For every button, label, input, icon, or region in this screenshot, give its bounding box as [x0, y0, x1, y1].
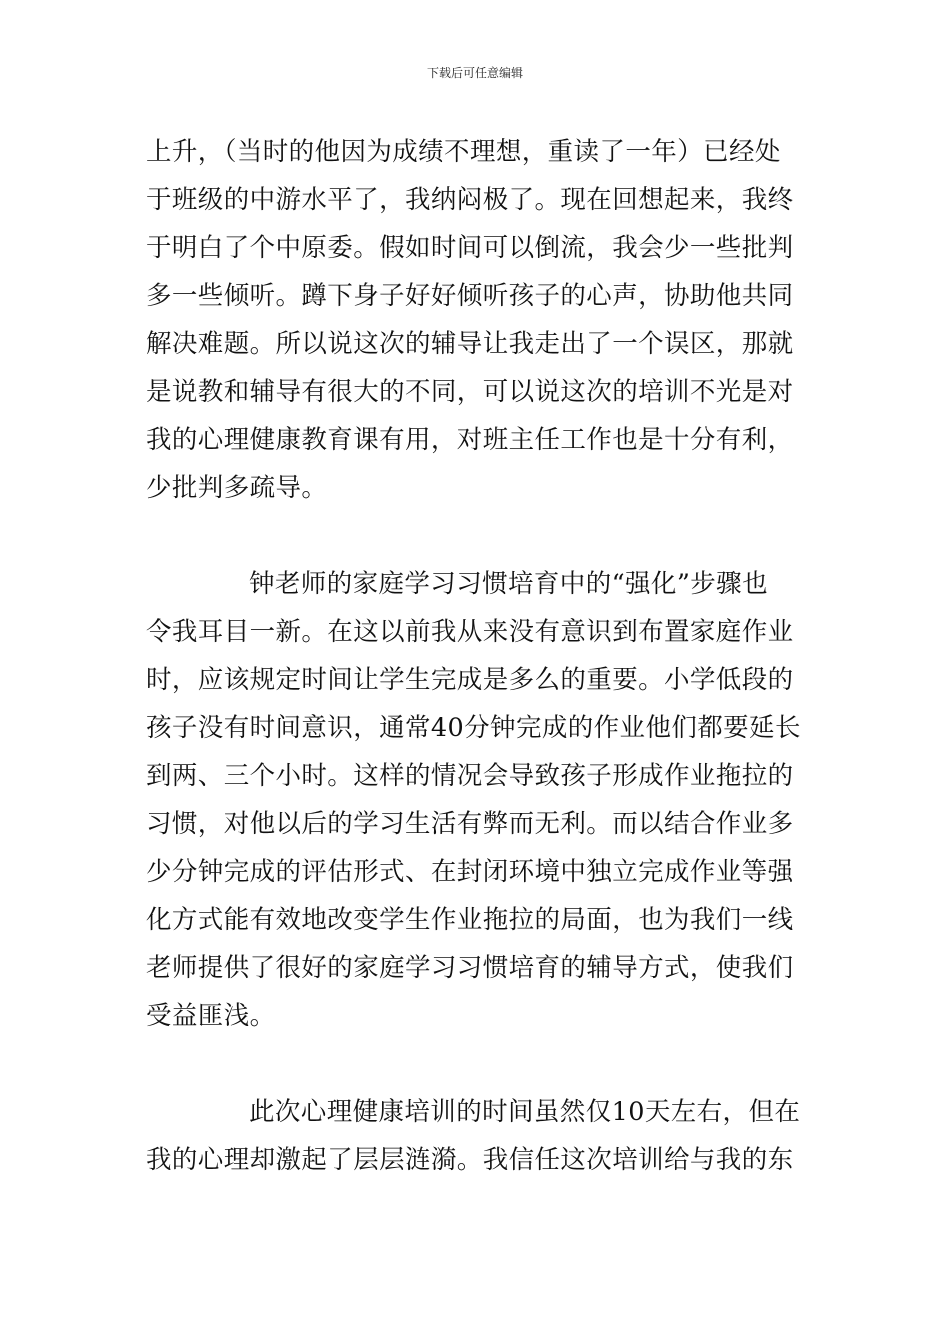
text-line: 钟老师的家庭学习习惯培育中的“强化”步骤也 — [249, 569, 768, 599]
text-line: 化方式能有效地改变学生作业拖拉的局面，也为我们一线 — [146, 905, 794, 935]
text-line: 时，应该规定时间让学生完成是多么的重要。小学低段的 — [146, 665, 794, 695]
page-header: 下载后可任意编辑 — [426, 66, 523, 80]
text-line: 受益匪浅。 — [146, 1001, 276, 1031]
text-line: 解决难题。所以说这次的辅导让我走出了一个误区，那就 — [146, 329, 794, 359]
text-line: 令我耳目一新。在这以前我从来没有意识到布置家庭作业 — [146, 617, 794, 647]
text-line: 上升，（当时的他因为成绩不理想，重读了一年）已经处 — [146, 137, 781, 167]
text-line: 是说教和辅导有很大的不同，可以说这次的培训不光是对 — [146, 377, 794, 407]
text-line: 老师提供了很好的家庭学习习惯培育的辅导方式，使我们 — [146, 953, 794, 983]
text-line: 于班级的中游水平了，我纳闷极了。现在回想起来，我终 — [146, 185, 794, 215]
text-line: 此次心理健康培训的时间虽然仅10天左右，但在 — [249, 1097, 801, 1127]
text-line: 少批判多疏导。 — [146, 473, 328, 503]
paragraph-2 — [146, 560, 811, 1040]
text-line: 我的心理健康教育课有用，对班主任工作也是十分有利， — [146, 425, 794, 455]
paragraph-gap — [146, 512, 811, 560]
text-line: 习惯，对他以后的学习生活有弊而无利。而以结合作业多 — [146, 809, 794, 839]
paragraph-1 — [146, 128, 811, 512]
paragraph-gap — [146, 1040, 811, 1088]
text-line: 到两、三个小时。这样的情况会导致孩子形成作业拖拉的 — [146, 761, 794, 791]
document-body — [146, 128, 811, 1184]
text-line: 我的心理却激起了层层涟漪。我信任这次培训给与我的东 — [146, 1145, 794, 1175]
text-line: 于明白了个中原委。假如时间可以倒流，我会少一些批判 — [146, 233, 794, 263]
text-line: 少分钟完成的评估形式、在封闭环境中独立完成作业等强 — [146, 857, 794, 887]
paragraph-3 — [146, 1088, 811, 1184]
text-line: 孩子没有时间意识，通常40分钟完成的作业他们都要延长 — [146, 713, 801, 743]
text-line: 多一些倾听。蹲下身子好好倾听孩子的心声，协助他共同 — [146, 281, 794, 311]
